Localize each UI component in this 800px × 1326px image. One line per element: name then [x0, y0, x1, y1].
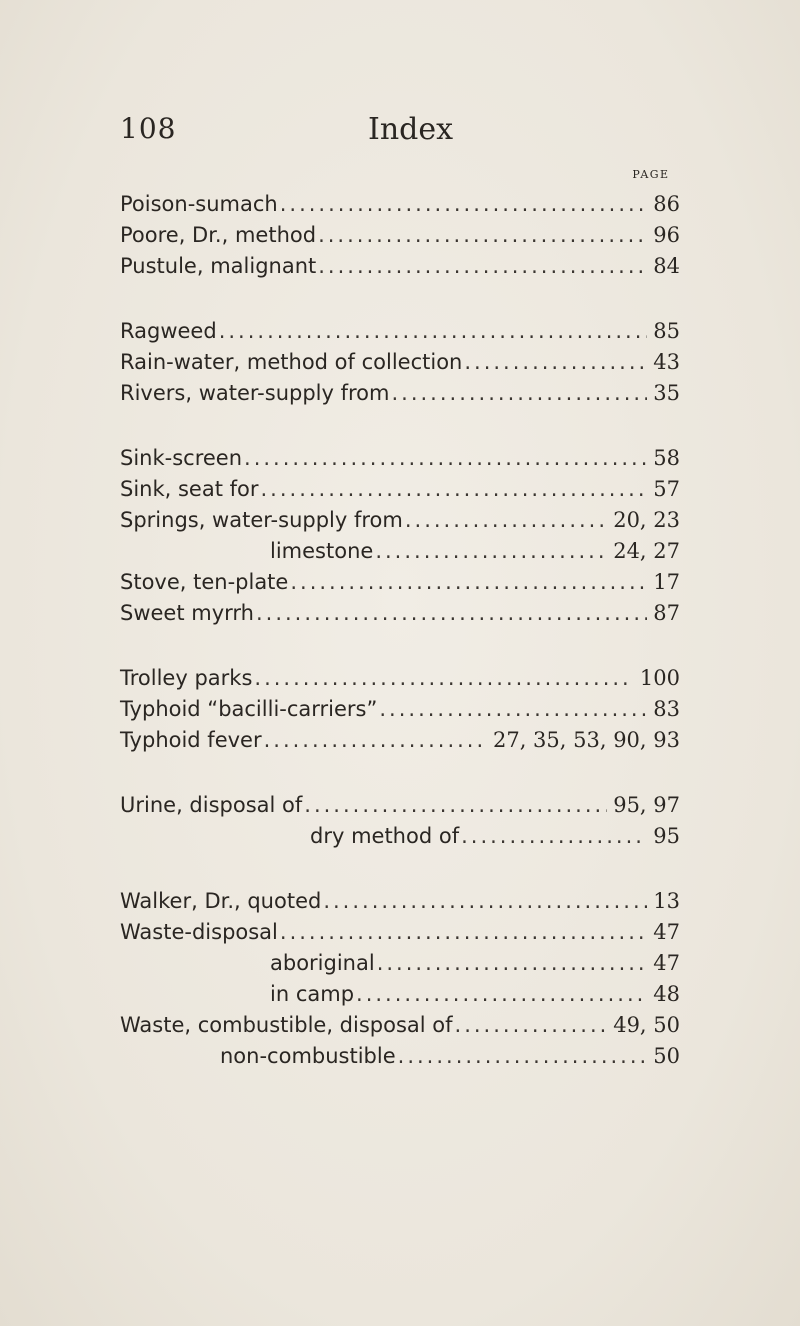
index-entry: [120, 601, 680, 632]
index-entry: [120, 728, 680, 759]
dot-leader: [254, 666, 634, 690]
index-entry: [120, 570, 680, 601]
index-pages: 85: [653, 319, 680, 343]
index-entry: [120, 539, 680, 570]
index-entry: [120, 446, 680, 477]
dot-leader: [280, 192, 648, 216]
index-entry: [120, 793, 680, 824]
index-pages: 47: [653, 951, 680, 975]
index-term: Sink, seat for: [120, 477, 259, 501]
index-pages: 83: [653, 697, 680, 721]
page-header: [120, 112, 680, 152]
dot-leader: [461, 824, 647, 848]
index-term: Stove, ten-plate: [120, 570, 289, 594]
index-entry: [120, 223, 680, 254]
dot-leader: [398, 1044, 648, 1068]
index-term: Springs, water-supply from: [120, 508, 403, 532]
index-entry: [120, 508, 680, 539]
index-entry: [120, 982, 680, 1013]
index-term: dry method of: [310, 824, 460, 848]
index-pages: 35: [653, 381, 680, 405]
index-pages: 47: [653, 920, 680, 944]
dot-leader: [264, 728, 487, 752]
index-pages: 96: [653, 223, 680, 247]
dot-leader: [318, 223, 647, 247]
index-pages: 13: [653, 889, 680, 913]
index-term: Waste, combustible, disposal of: [120, 1013, 453, 1037]
index-entry: [120, 920, 680, 951]
index-pages: 58: [653, 446, 680, 470]
dot-leader: [280, 920, 647, 944]
index-term: Pustule, malignant: [120, 254, 317, 278]
index-pages: 27, 35, 53, 90, 93: [492, 728, 680, 752]
index-entry: [120, 1013, 680, 1044]
index-term: Ragweed: [120, 319, 217, 343]
page-number: 108: [120, 112, 177, 145]
index-entry: [120, 1044, 680, 1075]
index-term: Rivers, water-supply from: [120, 381, 390, 405]
dot-leader: [455, 1013, 608, 1037]
group-gap: [120, 759, 680, 793]
page-column-label: PAGE: [632, 168, 670, 181]
index-entry: [120, 192, 680, 223]
index-pages: 48: [653, 982, 680, 1006]
index-entry: [120, 319, 680, 350]
index-entries: [120, 192, 680, 1075]
dot-leader: [318, 254, 647, 278]
index-term: limestone: [270, 539, 374, 563]
dot-leader: [379, 697, 647, 721]
index-term: Sweet myrrh: [120, 601, 254, 625]
group-gap: [120, 285, 680, 319]
dot-leader: [219, 319, 648, 343]
group-gap: [120, 412, 680, 446]
index-term: Poore, Dr., method: [120, 223, 317, 247]
index-pages: 50: [653, 1044, 680, 1068]
index-entry: [120, 824, 680, 855]
dot-leader: [323, 889, 647, 913]
dot-leader: [356, 982, 647, 1006]
index-term: Walker, Dr., quoted: [120, 889, 322, 913]
group-gap: [120, 632, 680, 666]
dot-leader: [464, 350, 647, 374]
index-pages: 100: [639, 666, 680, 690]
index-term: Sink-screen: [120, 446, 243, 470]
index-entry: [120, 350, 680, 381]
dot-leader: [244, 446, 647, 470]
index-pages: 24, 27: [613, 539, 680, 563]
index-entry: [120, 697, 680, 728]
index-pages: 87: [653, 601, 680, 625]
dot-leader: [405, 508, 607, 532]
index-entry: [120, 889, 680, 920]
index-entry: [120, 666, 680, 697]
index-entry: [120, 477, 680, 508]
index-pages: 84: [653, 254, 680, 278]
index-term: Poison-sumach: [120, 192, 278, 216]
page-title: Index: [368, 112, 454, 147]
index-term: aboriginal: [270, 951, 375, 975]
index-pages: 49, 50: [613, 1013, 680, 1037]
dot-leader: [391, 381, 647, 405]
index-pages: 43: [653, 350, 680, 374]
index-term: Typhoid fever: [120, 728, 262, 752]
index-pages: 57: [653, 477, 680, 501]
dot-leader: [290, 570, 647, 594]
index-pages: 95, 97: [613, 793, 680, 817]
index-term: Rain-water, method of collection: [120, 350, 463, 374]
index-entry: [120, 254, 680, 285]
index-term: non-combustible: [220, 1044, 396, 1068]
index-pages: 17: [653, 570, 680, 594]
index-term: Urine, disposal of: [120, 793, 303, 817]
index-term: in camp: [270, 982, 355, 1006]
index-pages: 95: [653, 824, 680, 848]
dot-leader: [304, 793, 607, 817]
dot-leader: [377, 951, 648, 975]
index-term: Typhoid “bacilli-carriers”: [120, 697, 378, 721]
index-entry: [120, 381, 680, 412]
index-pages: 86: [653, 192, 680, 216]
index-term: Trolley parks: [120, 666, 253, 690]
dot-leader: [261, 477, 648, 501]
dot-leader: [256, 601, 647, 625]
group-gap: [120, 855, 680, 889]
index-pages: 20, 23: [613, 508, 680, 532]
index-term: Waste-disposal: [120, 920, 278, 944]
index-entry: [120, 951, 680, 982]
dot-leader: [375, 539, 607, 563]
